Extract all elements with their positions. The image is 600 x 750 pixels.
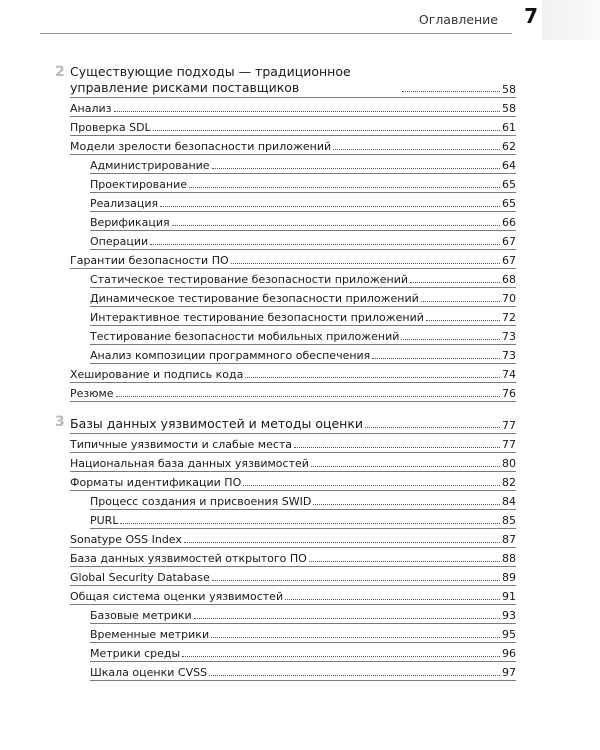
leader-dots — [212, 168, 500, 169]
entry-page-number: 93 — [502, 609, 516, 622]
leader-dots — [211, 637, 500, 638]
leader-dots — [160, 206, 500, 207]
entry-label: Анализ композиции программного обеспечения — [90, 349, 371, 362]
header-title: Оглавление — [418, 12, 498, 27]
toc-entry[interactable] — [70, 434, 516, 453]
entry-label: Гарантии безопасности ПО — [70, 254, 229, 267]
chapter-title: Базы данных уязвимостей и методы оценки — [70, 416, 364, 431]
entry-label: База данных уязвимостей открытого ПО — [70, 552, 307, 565]
toc-subentry[interactable] — [90, 231, 516, 250]
entry-label: Реализация — [90, 197, 159, 210]
toc-subentry[interactable] — [90, 193, 516, 212]
toc-entry[interactable] — [70, 586, 516, 605]
entry-page-number: 96 — [502, 647, 516, 660]
entry-page-number: 97 — [502, 666, 516, 679]
toc-subentry[interactable] — [90, 269, 516, 288]
entry-label: Базовые метрики — [90, 609, 192, 622]
leader-dots — [285, 599, 500, 600]
entry-page-number: 70 — [502, 292, 516, 305]
toc-subentry[interactable] — [90, 662, 516, 681]
entry-page-number: 67 — [502, 235, 516, 248]
leader-dots — [114, 111, 501, 112]
entry-page-number: 82 — [502, 476, 516, 489]
entry-page-number: 73 — [502, 349, 516, 362]
entry-label: Форматы идентификации ПО — [70, 476, 242, 489]
entry-label: Метрики среды — [90, 647, 181, 660]
leader-dots — [313, 504, 500, 505]
entry-page-number: 84 — [502, 495, 516, 508]
entry-label: Анализ — [70, 102, 112, 115]
leader-dots — [243, 485, 500, 486]
toc-subentry[interactable] — [90, 491, 516, 510]
page-edge — [542, 0, 600, 40]
entry-page-number: 88 — [502, 552, 516, 565]
entry-page-number: 91 — [502, 590, 516, 603]
entry-page-number: 64 — [502, 159, 516, 172]
leader-dots — [294, 447, 500, 448]
leader-dots — [182, 656, 500, 657]
entry-page-number: 87 — [502, 533, 516, 546]
leader-dots — [172, 225, 500, 226]
entry-page-number: 68 — [502, 273, 516, 286]
entry-label: Модели зрелости безопасности приложений — [70, 140, 332, 153]
leader-dots — [120, 523, 500, 524]
entry-label: Процесс создания и присвоения SWID — [90, 495, 312, 508]
toc-subentry[interactable] — [90, 307, 516, 326]
leader-dots — [212, 580, 500, 581]
entry-label: Администрирование — [90, 159, 210, 172]
leader-dots — [333, 149, 500, 150]
toc-entry[interactable] — [70, 98, 516, 117]
entry-label: Global Security Database — [70, 571, 210, 584]
entry-page-number: 80 — [502, 457, 516, 470]
entry-page-number: 65 — [502, 178, 516, 191]
entry-label: Временные метрики — [90, 628, 210, 641]
toc-entry[interactable] — [70, 117, 516, 136]
header-rule — [40, 33, 512, 34]
entry-page-number: 61 — [502, 121, 516, 134]
entry-page-number: 76 — [502, 387, 516, 400]
leader-dots — [372, 358, 500, 359]
running-header — [0, 0, 600, 48]
leader-dots — [245, 377, 500, 378]
entry-page-number: 72 — [502, 311, 516, 324]
toc-entry[interactable] — [70, 472, 516, 491]
entry-page-number: 77 — [502, 438, 516, 451]
toc-entry[interactable] — [70, 529, 516, 548]
entry-label: Тестирование безопасности мобильных приложений — [90, 330, 400, 343]
chapter-title-link[interactable] — [70, 64, 516, 98]
leader-dots — [153, 130, 500, 131]
entry-label: Шкала оценки CVSS — [90, 666, 208, 679]
entry-page-number: 73 — [502, 330, 516, 343]
toc-subentry[interactable] — [90, 155, 516, 174]
chapter-title: Существующие подходы — традиционное управление рисками поставщиков — [70, 64, 351, 95]
entry-label: Проектирование — [90, 178, 187, 191]
leader-dots — [311, 466, 500, 467]
leader-dots — [365, 427, 500, 428]
leader-dots — [401, 339, 500, 340]
entry-page-number: 85 — [502, 514, 516, 527]
page-number: 7 — [524, 4, 538, 28]
leader-dots — [231, 263, 500, 264]
toc-entry[interactable] — [70, 567, 516, 586]
chapter-section — [55, 414, 516, 681]
entry-label: Национальная база данных уязвимостей — [70, 457, 309, 470]
toc-subentry[interactable] — [90, 605, 516, 624]
chapter-page-number: 58 — [502, 83, 516, 96]
entry-page-number: 89 — [502, 571, 516, 584]
entry-label: Хеширование и подпись кода — [70, 368, 244, 381]
leader-dots — [194, 618, 500, 619]
leader-dots — [410, 282, 500, 283]
entry-label: Верификация — [90, 216, 170, 229]
entry-label: PURL — [90, 514, 119, 527]
entry-label: Операции — [90, 235, 149, 248]
entry-page-number: 62 — [502, 140, 516, 153]
leader-dots — [209, 675, 500, 676]
leader-dots — [150, 244, 500, 245]
chapter-section — [55, 64, 516, 402]
table-of-contents — [55, 64, 516, 693]
entry-label: Динамическое тестирование безопасности приложений — [90, 292, 419, 305]
toc-entry[interactable] — [70, 136, 516, 155]
leader-dots — [426, 320, 500, 321]
toc-subentry[interactable] — [90, 174, 516, 193]
toc-entry[interactable] — [70, 453, 516, 472]
entry-page-number: 95 — [502, 628, 516, 641]
leader-dots — [309, 561, 500, 562]
leader-dots — [116, 396, 500, 397]
toc-subentry[interactable] — [90, 510, 516, 529]
toc-subentry[interactable] — [90, 624, 516, 643]
toc-subentry[interactable] — [90, 643, 516, 662]
entry-label: Статическое тестирование безопасности приложений — [90, 273, 409, 286]
chapter-number: 3 — [55, 414, 65, 430]
entry-label: Типичные уязвимости и слабые места — [70, 438, 293, 451]
toc-entry[interactable] — [70, 383, 516, 402]
leader-dots — [402, 91, 500, 92]
chapter-title-link[interactable] — [70, 414, 516, 434]
toc-subentry[interactable] — [90, 345, 516, 364]
leader-dots — [189, 187, 500, 188]
entry-page-number: 66 — [502, 216, 516, 229]
entry-label: Резюме — [70, 387, 114, 400]
leader-dots — [421, 301, 500, 302]
entry-label: Интерактивное тестирование безопасности приложений — [90, 311, 424, 324]
toc-subentry[interactable] — [90, 326, 516, 345]
entry-label: Общая система оценки уязвимостей — [70, 590, 284, 603]
toc-subentry[interactable] — [90, 288, 516, 307]
toc-entry[interactable] — [70, 364, 516, 383]
entry-page-number: 74 — [502, 368, 516, 381]
chapter-page-number: 77 — [502, 419, 516, 432]
entry-label: Проверка SDL — [70, 121, 151, 134]
leader-dots — [184, 542, 500, 543]
chapter-number: 2 — [55, 64, 65, 80]
toc-subentry[interactable] — [90, 212, 516, 231]
entry-page-number: 67 — [502, 254, 516, 267]
entry-label: Sonatype OSS Index — [70, 533, 182, 546]
entry-page-number: 58 — [502, 102, 516, 115]
toc-entry[interactable] — [70, 250, 516, 269]
entry-page-number: 65 — [502, 197, 516, 210]
toc-entry[interactable] — [70, 548, 516, 567]
